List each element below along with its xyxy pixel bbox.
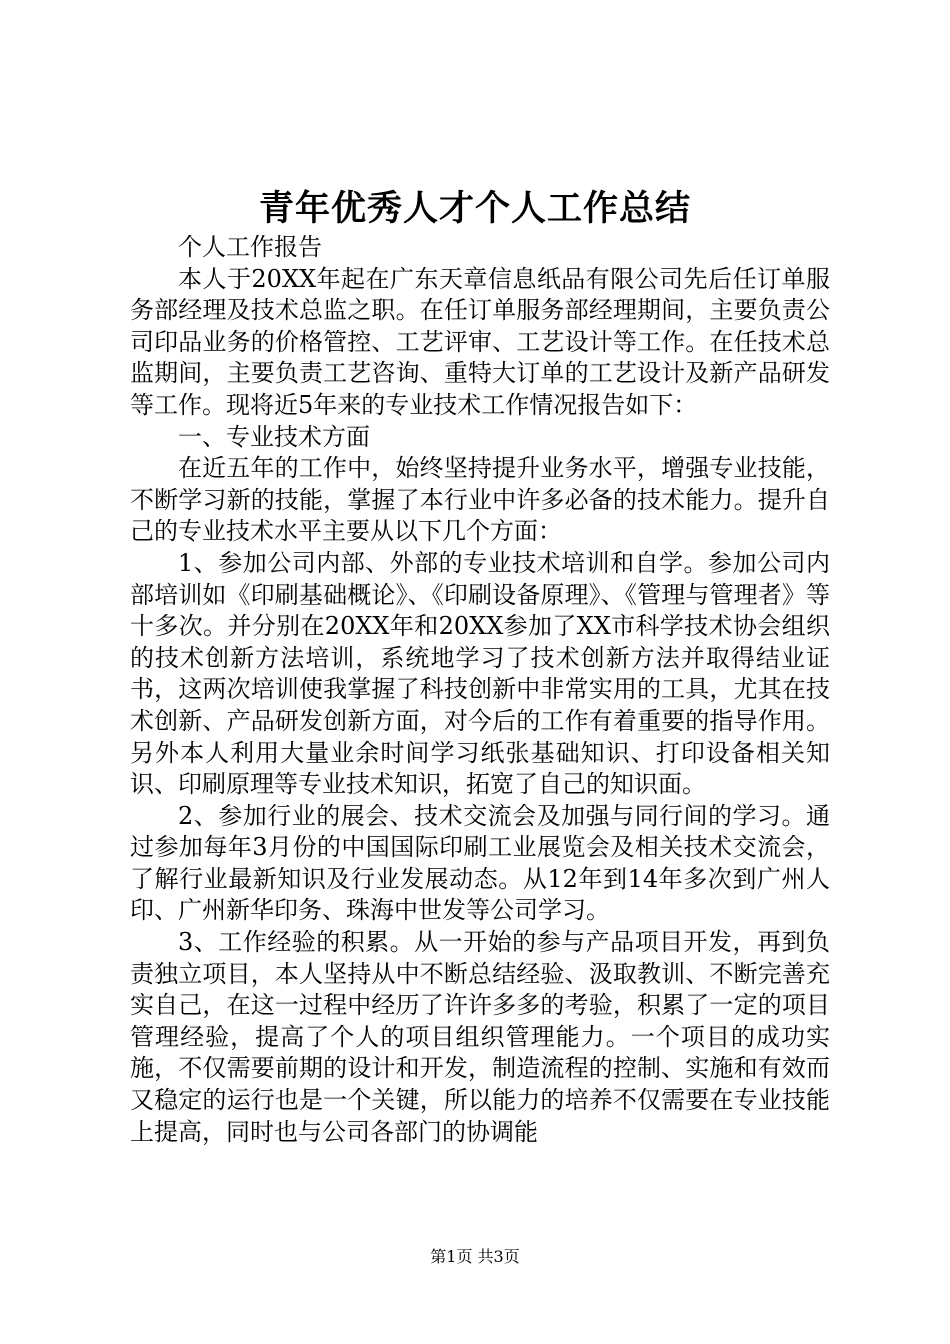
document-body — [130, 232, 830, 1148]
paragraph-report-heading: 个人工作报告 — [178, 233, 322, 261]
paragraph-intro: 本人于20XX年起在广东天章信息纸品有限公司先后任订单服务部经理及技术总监之职。在任订单服务部经理期间，主要负责公司印品业务的价格管控、工艺评审、工艺设计等工作。在任技术总监期间，主要负责工艺咨询、重特大订单的工艺设计及新产品研发等工作。现将近5年来的专业技术工作情况报告如下： — [130, 264, 830, 419]
paragraph-section-heading: 一、专业技术方面 — [178, 422, 370, 451]
paragraph-section-intro: 在近五年的工作中，始终坚持提升业务水平，增强专业技能，不断学习新的技能，掌握了本行业中许多必备的技术能力。提升自己的专业技术水平主要从以下几个方面： — [130, 454, 830, 546]
document-title: 青年优秀人才个人工作总结 — [258, 188, 691, 229]
paragraph-item-2: 2、参加行业的展会、技术交流会及加强与同行间的学习。通过参加每年3月份的中国国际印刷工业展览会及相关技术交流会，了解行业最新知识及行业发展动态。从12年到14年多次到广州人印、广州新华印务、珠海中世发等公司学习。 — [130, 801, 830, 925]
paragraph-item-1: 1、参加公司内部、外部的专业技术培训和自学。参加公司内部培训如《印刷基础概论》、《印刷设备原理》、《管理与管理者》等十多次。并分别在20XX年和20XX参加了XX市科学技术协会组织的技术创新方法培训，系统地学习了技术创新方法并取得结业证书，这两次培训使我掌握了科技创新中非常实用的工具，尤其在技术创新、产品研发创新方面，对今后的工作有着重要的指导作用。另外本人利用大量业余时间学习纸张基础知识、打印设备相关知识、印刷原理等专业技术知识，拓宽了自己的知识面。 — [130, 548, 830, 799]
paragraph-item-3: 3、工作经验的积累。从一开始的参与产品项目开发，再到负责独立项目，本人坚持从中不断总结经验、汲取教训、不断完善充实自己，在这一过程中经历了许许多多的考验，积累了一定的项目管理经验，提高了个人的项目组织管理能力。一个项目的成功实施，不仅需要前期的设计和开发，制造流程的控制、实施和有效而又稳定的运行也是一个关键，所以能力的培养不仅需要在专业技能上提高，同时也与公司各部门的协调能 — [130, 928, 830, 1146]
page-number-footer: 第1页 共3页 — [430, 1247, 520, 1266]
